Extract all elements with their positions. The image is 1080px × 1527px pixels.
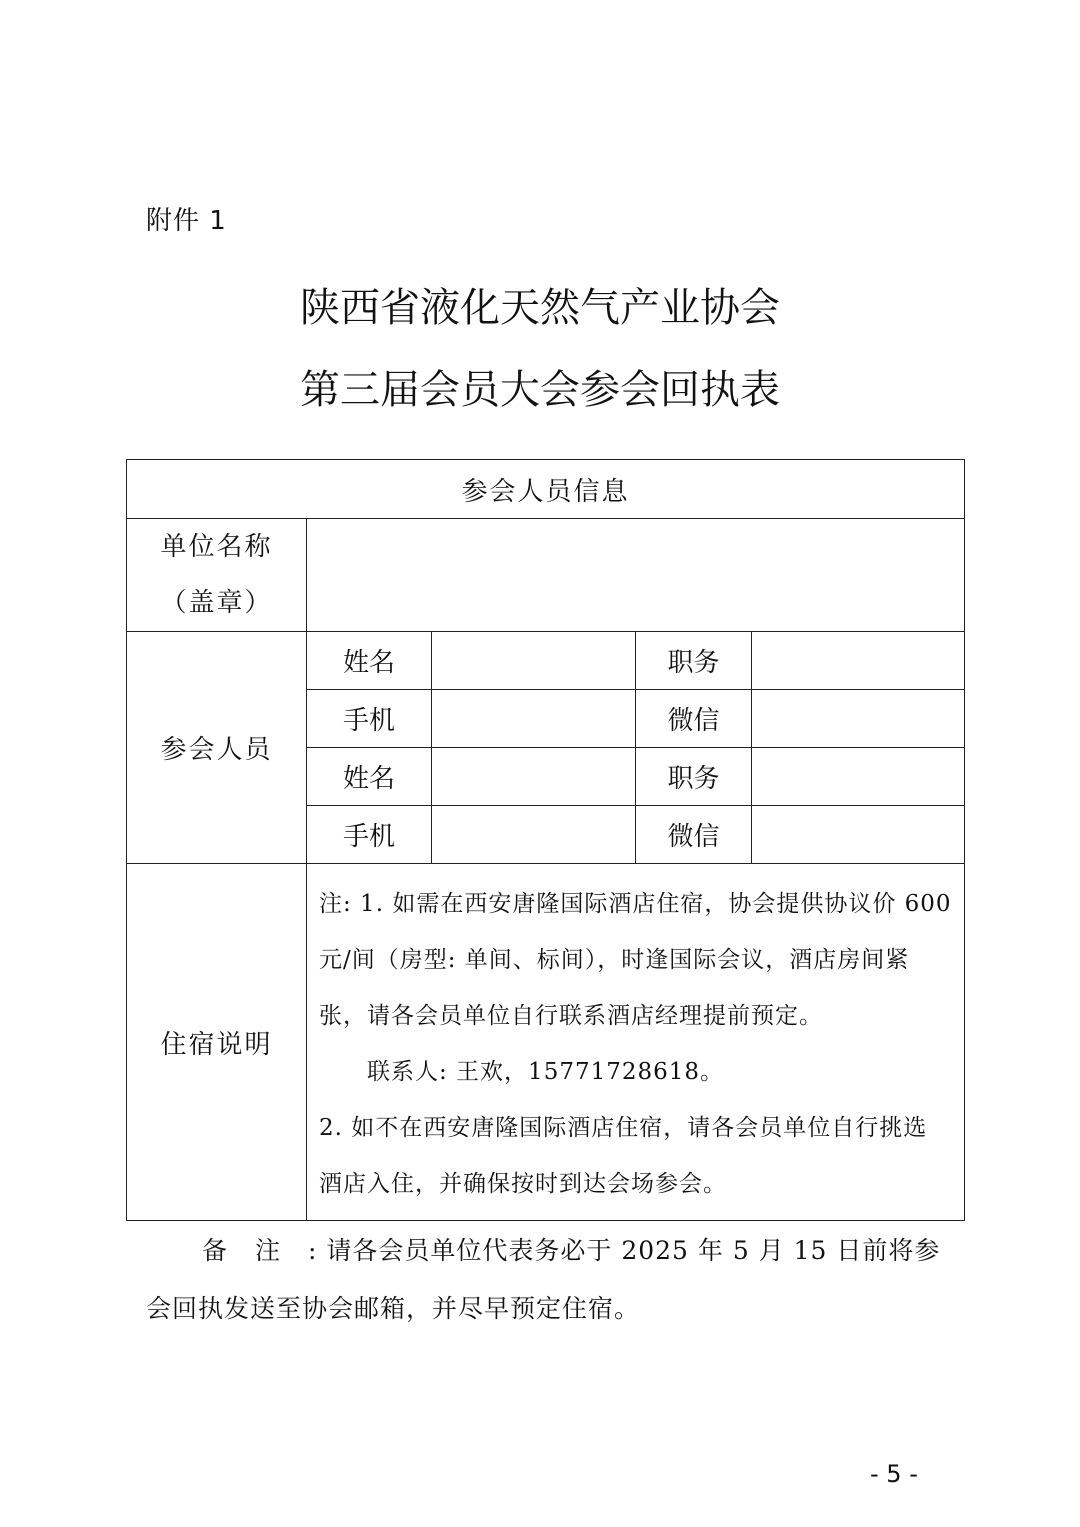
attendees-label: 参会人员	[127, 632, 307, 864]
attendee-2-phone-label: 手机	[307, 806, 432, 864]
remark-line-2: 会回执发送至协会邮箱，并尽早预定住宿。	[146, 1294, 641, 1323]
document-title-line-2: 第三届会员大会参会回执表	[300, 367, 780, 413]
table-header: 参会人员信息	[127, 460, 965, 519]
notes-contact: 联系人: 王欢，15771728618。	[367, 1059, 725, 1085]
remark-label: 备注	[202, 1236, 309, 1265]
attendee-1-phone-label: 手机	[307, 690, 432, 748]
remark-line-1: : 请各会员单位代表务必于 2025 年 5 月 15 日前将参	[308, 1236, 941, 1265]
attendee-2-wechat-label: 微信	[636, 806, 752, 864]
attendee-2-phone-field[interactable]	[432, 806, 636, 864]
registration-form-table	[126, 459, 965, 1221]
notes-line-2: 元/间（房型: 单间、标间），时逢国际会议，酒店房间紧	[319, 947, 910, 973]
document-title-line-1: 陕西省液化天然气产业协会	[300, 285, 780, 331]
attendee-1-wechat-field[interactable]	[752, 690, 965, 748]
notes-line-3: 张，请各会员单位自行联系酒店经理提前预定。	[319, 1003, 823, 1029]
unit-name-label	[127, 519, 307, 632]
attendee-2-name-label: 姓名	[307, 748, 432, 806]
unit-name-label-line-1: 单位名称	[160, 532, 273, 562]
notes-line-1: 注: 1. 如需在西安唐隆国际酒店住宿，协会提供协议价 600	[319, 891, 952, 917]
attendee-2-position-field[interactable]	[752, 748, 965, 806]
attendee-1-name-label: 姓名	[307, 632, 432, 690]
lodging-notes	[307, 864, 965, 1221]
notes-line-6: 酒店入住，并确保按时到达会场参会。	[319, 1171, 727, 1197]
attendee-2-wechat-field[interactable]	[752, 806, 965, 864]
remark-paragraph	[146, 1222, 954, 1338]
attendee-2-position-label: 职务	[636, 748, 752, 806]
attendee-1-phone-field[interactable]	[432, 690, 636, 748]
attendee-1-position-label: 职务	[636, 632, 752, 690]
attendee-1-position-field[interactable]	[752, 632, 965, 690]
attendee-2-name-field[interactable]	[432, 748, 636, 806]
attendee-1-wechat-label: 微信	[636, 690, 752, 748]
unit-name-label-line-2: （盖章）	[160, 588, 273, 618]
lodging-label: 住宿说明	[127, 864, 307, 1221]
attendee-1-name-field[interactable]	[432, 632, 636, 690]
page-number: - 5 -	[870, 1460, 918, 1488]
notes-line-5: 2. 如不在西安唐隆国际酒店住宿，请各会员单位自行挑选	[319, 1115, 928, 1141]
attachment-label: 附件 1	[146, 206, 227, 236]
unit-name-field[interactable]	[307, 519, 965, 632]
